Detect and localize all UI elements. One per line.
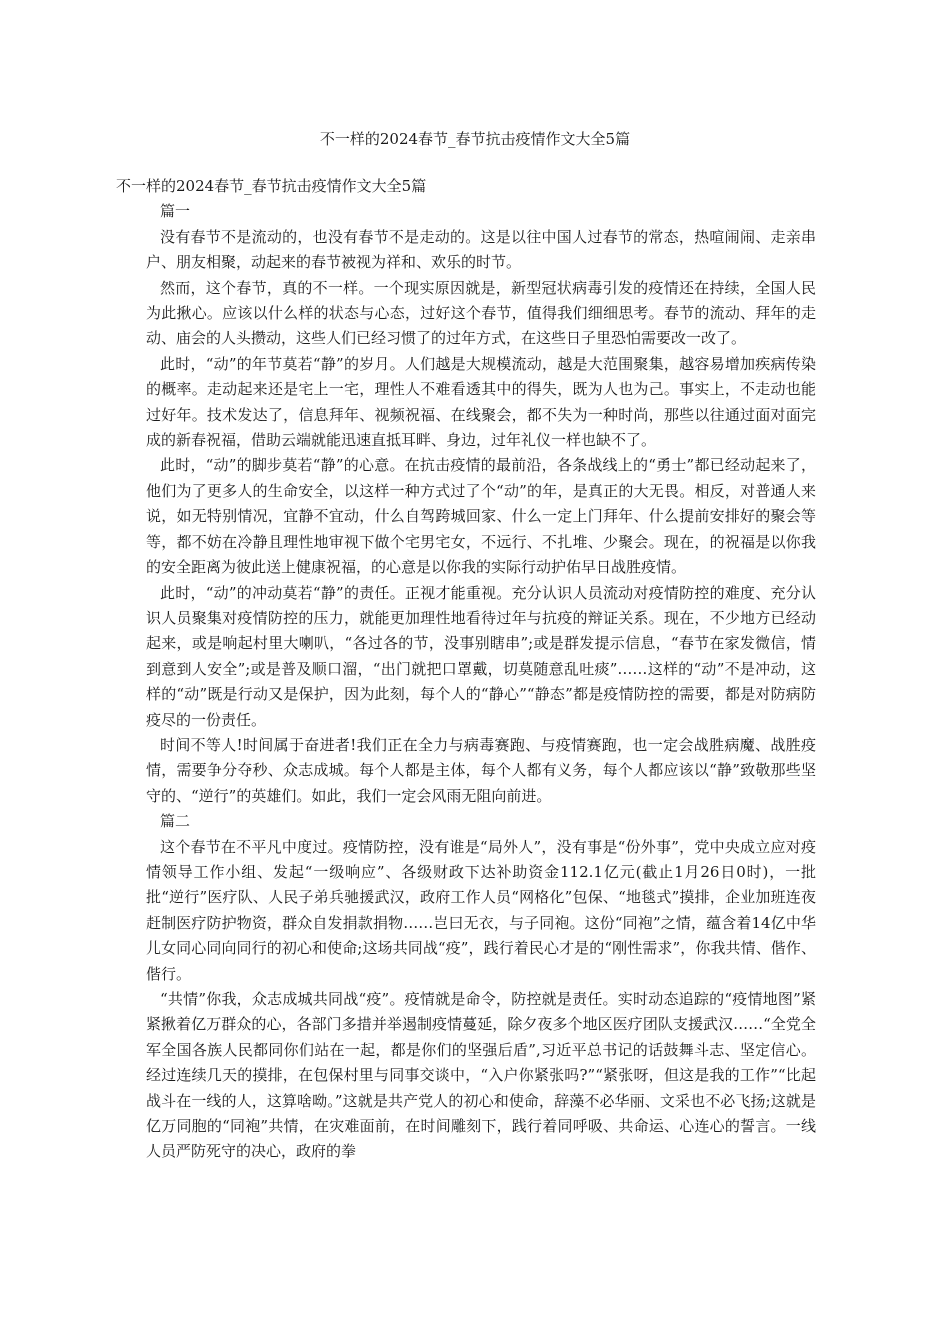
document-title: 不一样的2024春节_春节抗击疫情作文大全5篇 [116, 177, 427, 195]
paragraph: 时间不等人!时间属于奋进者!我们正在全力与病毒赛跑、与疫情赛跑，也一定会战胜病魔、战胜疫情，需要争分夺秒、众志成城。每个人都是主体，每个人都有义务，每个人都应该以“静”致敬那些坚守的、“逆行”的英雄们。如此，我们一定会风雨无阻向前进。 [146, 735, 816, 805]
document-body [116, 174, 816, 1165]
section-heading: 篇一 [160, 202, 191, 221]
page-header-title: 不一样的2024春节_春节抗击疫情作文大全5篇 [319, 130, 631, 148]
section-heading: 篇二 [160, 812, 191, 831]
paragraph: 然而，这个春节，真的不一样。一个现实原因就是，新型冠状病毒引发的疫情还在持续，全国人民为此揪心。应该以什么样的状态与心态，过好这个春节，值得我们细细思考。春节的流动、拜年的走动、庙会的人头攒动，这些人们已经习惯了的过年方式，在这些日子里恐怕需要改一改了。 [146, 278, 816, 348]
paragraph: 这个春节在不平凡中度过。疫情防控，没有谁是“局外人”，没有事是“份外事”，党中央成立应对疫情领导工作小组、发起“一级响应”、各级财政下达补助资金112.1亿元(截止1月26日0时)，一批批“逆行”医疗队、人民子弟兵驰援武汉，政府工作人员“网格化”包保、“地毯式”摸排，企业加班连夜赶制医疗防护物资，群众自发捐款捐物……岂曰无衣，与子同袍。这份“同袍”之情，蕴含着14亿中华儿女同心同向同行的初心和使命;这场共同战“疫”，践行着民心才是的“刚性需求”，你我共情、偕作、偕行。 [146, 837, 816, 983]
paragraph: “共情”你我，众志成城共同战“疫”。疫情就是命令，防控就是责任。实时动态追踪的“疫情地图”紧紧揪着亿万群众的心，各部门多措并举遏制疫情蔓延，除夕夜多个地区医疗团队支援武汉……“全党全军全国各族人民都同你们站在一起，都是你们的坚强后盾”,习近平总书记的话鼓舞斗志、坚定信心。经过连续几天的摸排，在包保村里与同事交谈中，“入户你紧张吗?”“紧张呀，但这是我的工作”“比起战斗在一线的人，这算啥呦。”这就是共产党人的初心和使命，辞藻不必华丽、文采也不必飞扬;这就是亿万同胞的“同袍”共情，在灾难面前，在时间雕刻下，践行着同呼吸、共命运、心连心的誓言。一线人员严防死守的决心，政府的拳 [146, 990, 816, 1161]
paragraph: 此时，“动”的脚步莫若“静”的心意。在抗击疫情的最前沿，各条战线上的“勇士”都已经动起来了，他们为了更多人的生命安全，以这样一种方式过了个“动”的年，是真正的大无畏。相反，对普通人来说，如无特别情况，宜静不宜动，什么自驾跨城回家、什么一定上门拜年、什么提前安排好的聚会等等，都不妨在冷静且理性地审视下做个宅男宅女，不远行、不扎堆、少聚会。现在，的祝福是以你我的安全距离为彼此送上健康祝福，的心意是以你我的实际行动护佑早日战胜疫情。 [146, 456, 816, 577]
paragraph: 此时，“动”的冲动莫若“静”的责任。正视才能重视。充分认识人员流动对疫情防控的难度、充分认识人员聚集对疫情防控的压力，就能更加理性地看待过年与抗疫的辩证关系。现在，不少地方已经动起来，或是响起村里大喇叭，“各过各的节，没事别瞎串”;或是群发提示信息，“春节在家发微信，情到意到人安全”;或是普及顺口溜，“出门就把口罩戴，切莫随意乱吐痰”……这样的“动”不是冲动，这样的“动”既是行动又是保护，因为此刻，每个人的“静心”“静态”都是疫情防控的需要，都是对防病防疫尽的一份责任。 [146, 583, 816, 729]
paragraph: 没有春节不是流动的，也没有春节不是走动的。这是以往中国人过春节的常态，热喧闹闹、走亲串户、朋友相聚，动起来的春节被视为祥和、欢乐的时节。 [146, 227, 816, 272]
paragraph: 此时，“动”的年节莫若“静”的岁月。人们越是大规模流动，越是大范围聚集，越容易增加疾病传染的概率。走动起来还是宅上一宅，理性人不难看透其中的得失，既为人也为己。事实上，不走动也能过好年。技术发达了，信息拜年、视频祝福、在线聚会，都不失为一种时尚，那些以往通过面对面完成的新春祝福，借助云端就能迅速直抵耳畔、身边，过年礼仪一样也缺不了。 [146, 354, 816, 450]
